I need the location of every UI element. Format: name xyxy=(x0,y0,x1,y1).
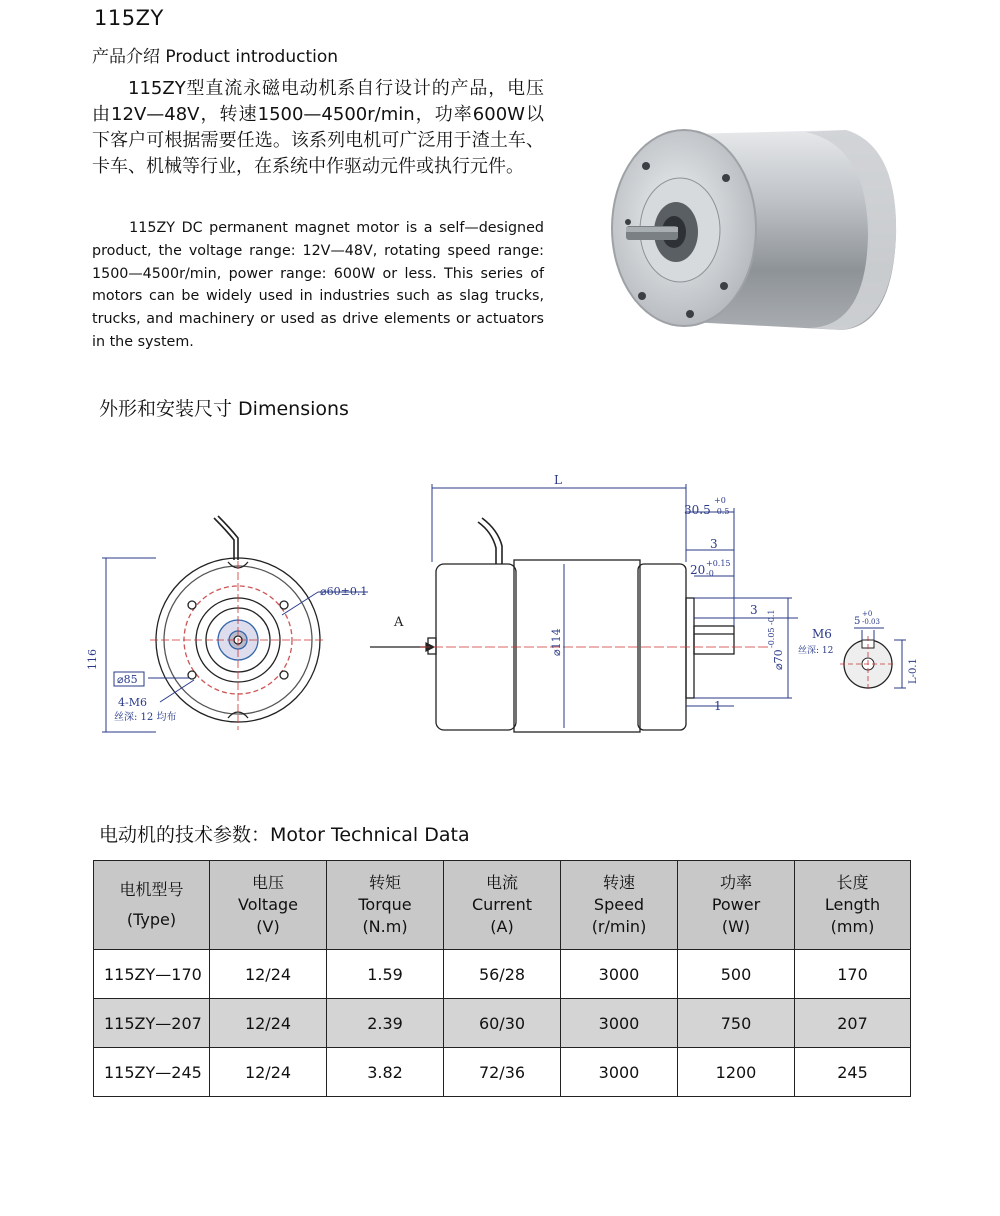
table-row xyxy=(94,999,911,1048)
table-row xyxy=(94,1048,911,1097)
col-power-header: 功率 Power (W) xyxy=(678,861,795,950)
view-a-label: A xyxy=(394,615,404,630)
cell-length: 207 xyxy=(795,999,911,1048)
intro-heading: 产品介绍 Product introduction xyxy=(92,47,339,67)
cell-length: 170 xyxy=(795,950,911,999)
dim-key5-tol-top: +0 xyxy=(862,610,873,618)
intro-zh-paragraph: 115ZY型直流永磁电动机系自行设计的产品，电压由12V—48V，转速1500—4500r/min，功率600W以下客户可根据需要任选。该系列电机可广泛用于渣土车、卡车、机械等行业，在系统中作驱动元件或执行元件。 xyxy=(92,78,544,177)
dim-1-label: 1 xyxy=(714,699,722,713)
cell-current: 60/30 xyxy=(444,999,561,1048)
dim-dia85-label: ⌀85 xyxy=(117,673,138,686)
dimension-drawing xyxy=(86,470,920,740)
cell-length: 245 xyxy=(795,1048,911,1097)
dim-depth2-label: 丝深: 12 xyxy=(798,646,834,656)
col-speed-header: 转速 Speed (r/min) xyxy=(561,861,678,950)
dim-305-tol-top: +0 xyxy=(714,496,726,505)
cell-speed: 3000 xyxy=(561,1048,678,1097)
tech-data-table xyxy=(93,860,911,1097)
cell-power: 750 xyxy=(678,999,795,1048)
cell-power: 500 xyxy=(678,950,795,999)
dim-key5-tol-bot: -0.03 xyxy=(862,618,880,626)
intro-en-paragraph: 115ZY DC permanent magnet motor is a self—designed product, the voltage range: 12V—48V, rotating speed range: 1500—4500r/min, power range: 600W or less. This series of motors can be widely used in industries such as slag trucks, trucks, and machinery or used as drive elements or actuators in the system. xyxy=(92,220,544,350)
cell-current: 72/36 xyxy=(444,1048,561,1097)
cell-speed: 3000 xyxy=(561,999,678,1048)
dim-3a-label: 3 xyxy=(710,537,718,551)
cell-torque: 3.82 xyxy=(327,1048,444,1097)
tech-data-heading: 电动机的技术参数：Motor Technical Data xyxy=(99,824,470,846)
cell-torque: 2.39 xyxy=(327,999,444,1048)
cell-voltage: 12/24 xyxy=(210,950,327,999)
col-torque-header: 转矩 Torque (N.m) xyxy=(327,861,444,950)
cell-power: 1200 xyxy=(678,1048,795,1097)
shaft-section xyxy=(840,636,896,692)
front-view xyxy=(150,516,326,730)
col-current-header: 电流 Current (A) xyxy=(444,861,561,950)
motor-photo xyxy=(606,126,898,332)
cell-current: 56/28 xyxy=(444,950,561,999)
table-row xyxy=(94,950,911,999)
dim-3b-label: 3 xyxy=(750,603,758,617)
cell-type: 115ZY—170 xyxy=(94,950,210,999)
table-header-row xyxy=(94,861,911,950)
dim-20-label: 20 xyxy=(690,563,706,577)
cell-torque: 1.59 xyxy=(327,950,444,999)
dim-depth-label: 丝深: 12 均布 xyxy=(114,712,177,723)
model-title: 115ZY xyxy=(94,6,164,30)
dim-305-tol-bot: -0.5 xyxy=(714,507,730,516)
dim-20-tol-top: +0.15 xyxy=(706,559,731,568)
cell-speed: 3000 xyxy=(561,950,678,999)
col-voltage-header: 电压 Voltage (V) xyxy=(210,861,327,950)
dim-dia60-label: ⌀60±0.1 xyxy=(320,585,368,598)
dim-20-tol-bot: -0 xyxy=(706,569,714,578)
cell-type: 115ZY—245 xyxy=(94,1048,210,1097)
dim-dia70-label: ⌀70 xyxy=(772,649,785,670)
col-length-header: 长度 Length (mm) xyxy=(795,861,911,950)
cell-voltage: 12/24 xyxy=(210,1048,327,1097)
dim-holes-label: 4-M6 xyxy=(118,696,147,709)
dim-key-l-label: L-0.1 xyxy=(908,658,919,684)
dim-key5-label: 5 xyxy=(854,616,861,627)
cell-type: 115ZY—207 xyxy=(94,999,210,1048)
dimensions-heading: 外形和安装尺寸 Dimensions xyxy=(99,398,349,420)
dim-116-label: 116 xyxy=(86,649,99,670)
dim-m6-label: M6 xyxy=(812,627,832,641)
cell-voltage: 12/24 xyxy=(210,999,327,1048)
dim-length-label: L xyxy=(554,473,562,487)
dim-305-label: 30.5 xyxy=(684,503,711,517)
col-type-header: 电机型号 (Type) xyxy=(94,861,210,950)
dim-dia70-tol: -0.05 -0.1 xyxy=(767,609,776,648)
dim-dia114-label: ⌀114 xyxy=(550,628,563,656)
